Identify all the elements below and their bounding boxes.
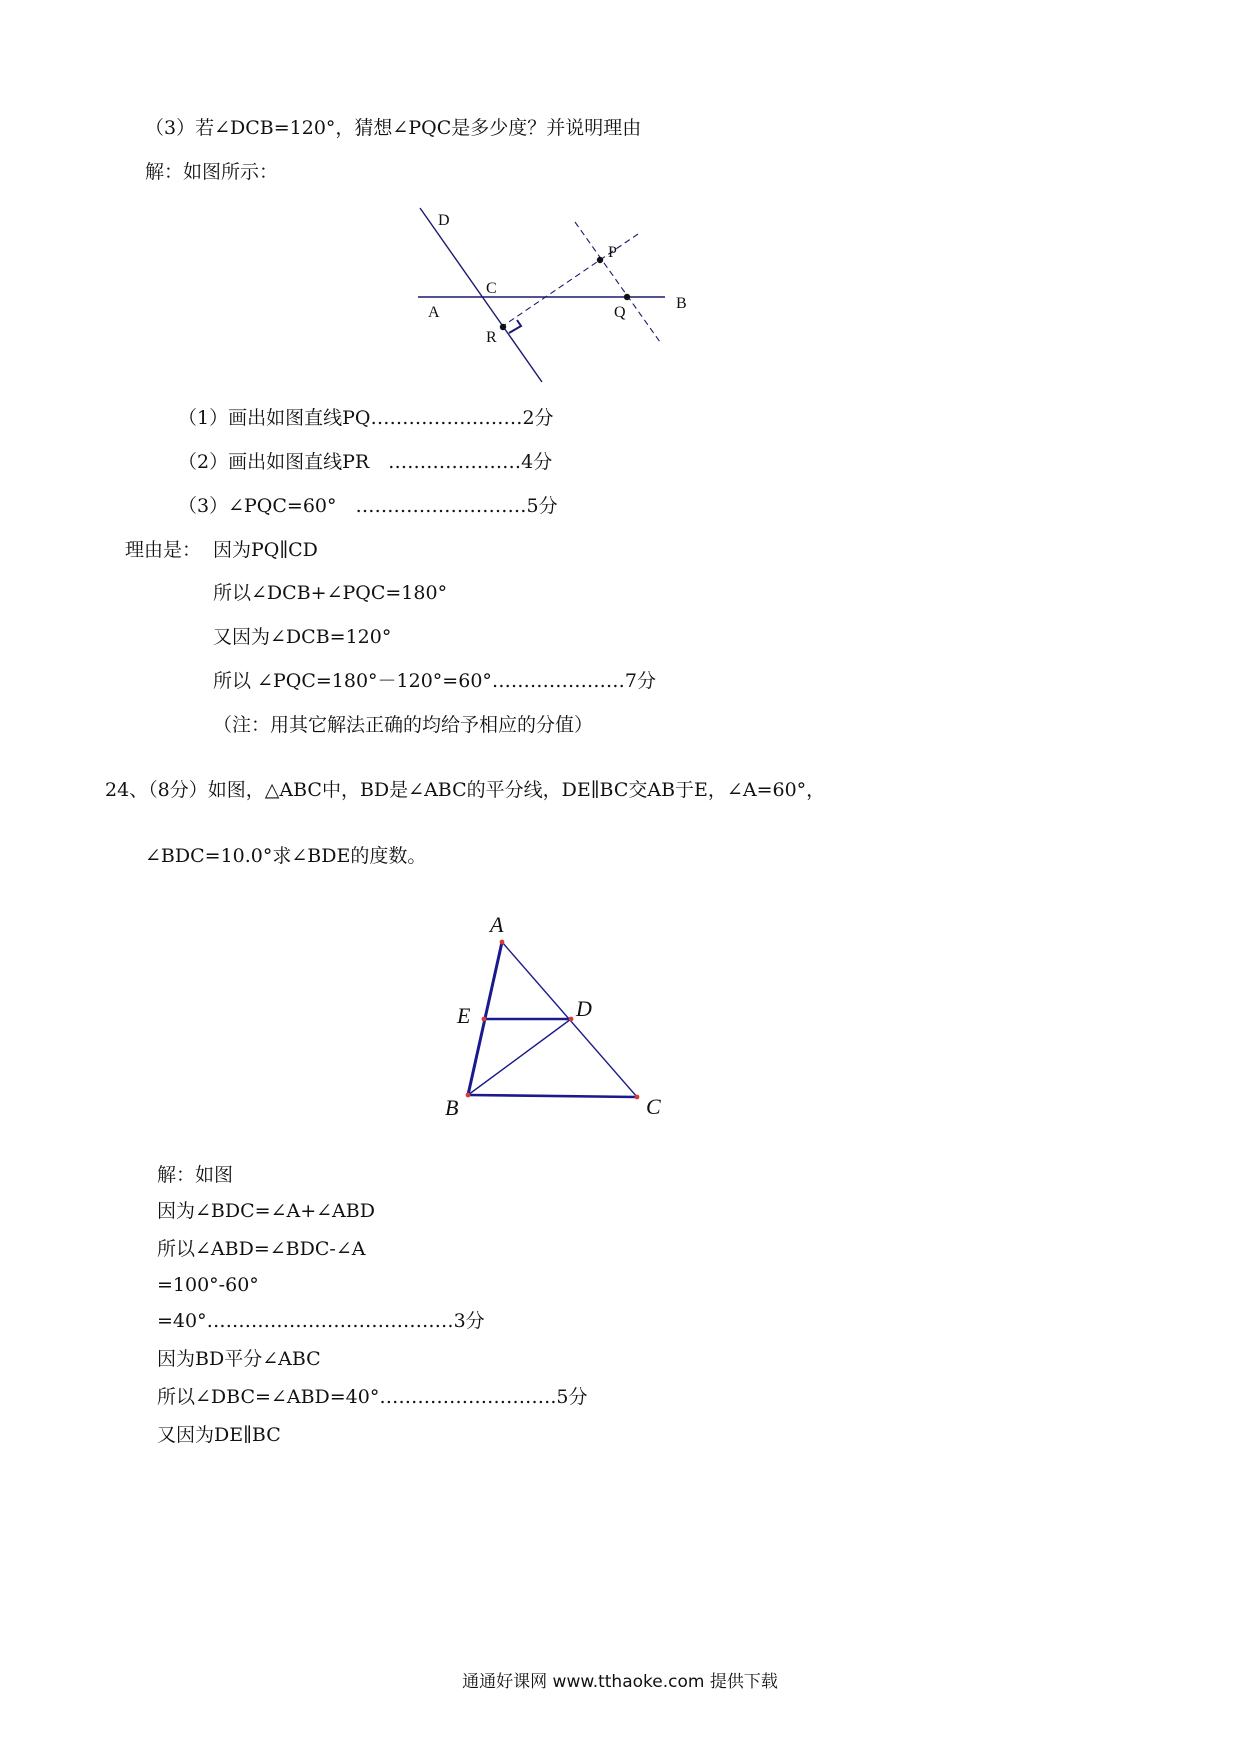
q24-solution-3: 所以∠ABD=∠BDC-∠A [157,1238,366,1260]
point-c [635,1095,640,1100]
reason-3: 又因为∠DCB=120° [213,626,392,648]
question-24-line-1: 24、（8分）如图，△ABC中，BD是∠ABC的平分线，DE∥BC交AB于E，∠A=60°， [105,779,826,801]
line-pq [575,222,660,342]
label-b: B [445,1095,459,1120]
label-c: C [486,280,497,297]
page-footer: 通通好课网 www.tthaoke.com 提供下载 [462,1672,778,1692]
label-p: P [608,244,617,261]
label-d: D [438,212,450,229]
q24-solution-1: 解：如图 [157,1164,234,1186]
point-d [569,1017,574,1022]
q24-solution-7: 所以∠DBC=∠ABD=40°……………………….5分 [157,1386,588,1408]
q24-solution-2: 因为∠BDC=∠A+∠ABD [157,1200,375,1222]
step-3: （3）∠PQC=60° ………………………5分 [178,495,558,517]
question-23-part-3: （3）若∠DCB=120°，猜想∠PQC是多少度？并说明理由 [145,117,642,139]
point-b [466,1093,471,1098]
label-a: A [428,304,440,321]
reason-label: 理由是： [125,539,202,561]
q24-solution-8: 又因为DE∥BC [157,1424,281,1446]
line-dc [420,208,542,382]
label-a: A [490,912,504,937]
q24-solution-5: =40°…………………………………3分 [157,1310,485,1332]
figure-triangle-abc [440,910,700,1130]
label-r: R [486,329,497,346]
q24-solution-6: 因为BD平分∠ABC [157,1348,321,1370]
reason-2: 所以∠DCB+∠PQC=180° [213,582,448,604]
solution-intro: 解：如图所示： [145,161,279,183]
step-2: （2）画出如图直线PR …………………4分 [178,451,553,473]
step-1: （1）画出如图直线PQ……………………2分 [178,407,554,429]
label-d: D [576,996,592,1021]
point-e [482,1017,487,1022]
label-q: Q [614,304,626,321]
right-angle-mark [509,320,521,333]
label-b: B [676,295,687,312]
question-24-line-2: ∠BDC=10.0°求∠BDE的度数。 [145,845,427,867]
scoring-note: （注：用其它解法正确的均给予相应的分值） [213,714,594,736]
segment-bc [468,1095,637,1097]
point-a [500,940,505,945]
label-c: C [646,1094,661,1119]
figure-parallel-lines [410,200,720,390]
reason-1: 因为PQ∥CD [213,539,318,561]
reason-4: 所以 ∠PQC=180°－120°=60°…………………7分 [213,670,656,692]
point-p [597,257,603,263]
q24-solution-4: =100°-60° [157,1274,259,1296]
label-e: E [457,1003,471,1028]
point-r [500,324,506,330]
point-q [624,294,630,300]
